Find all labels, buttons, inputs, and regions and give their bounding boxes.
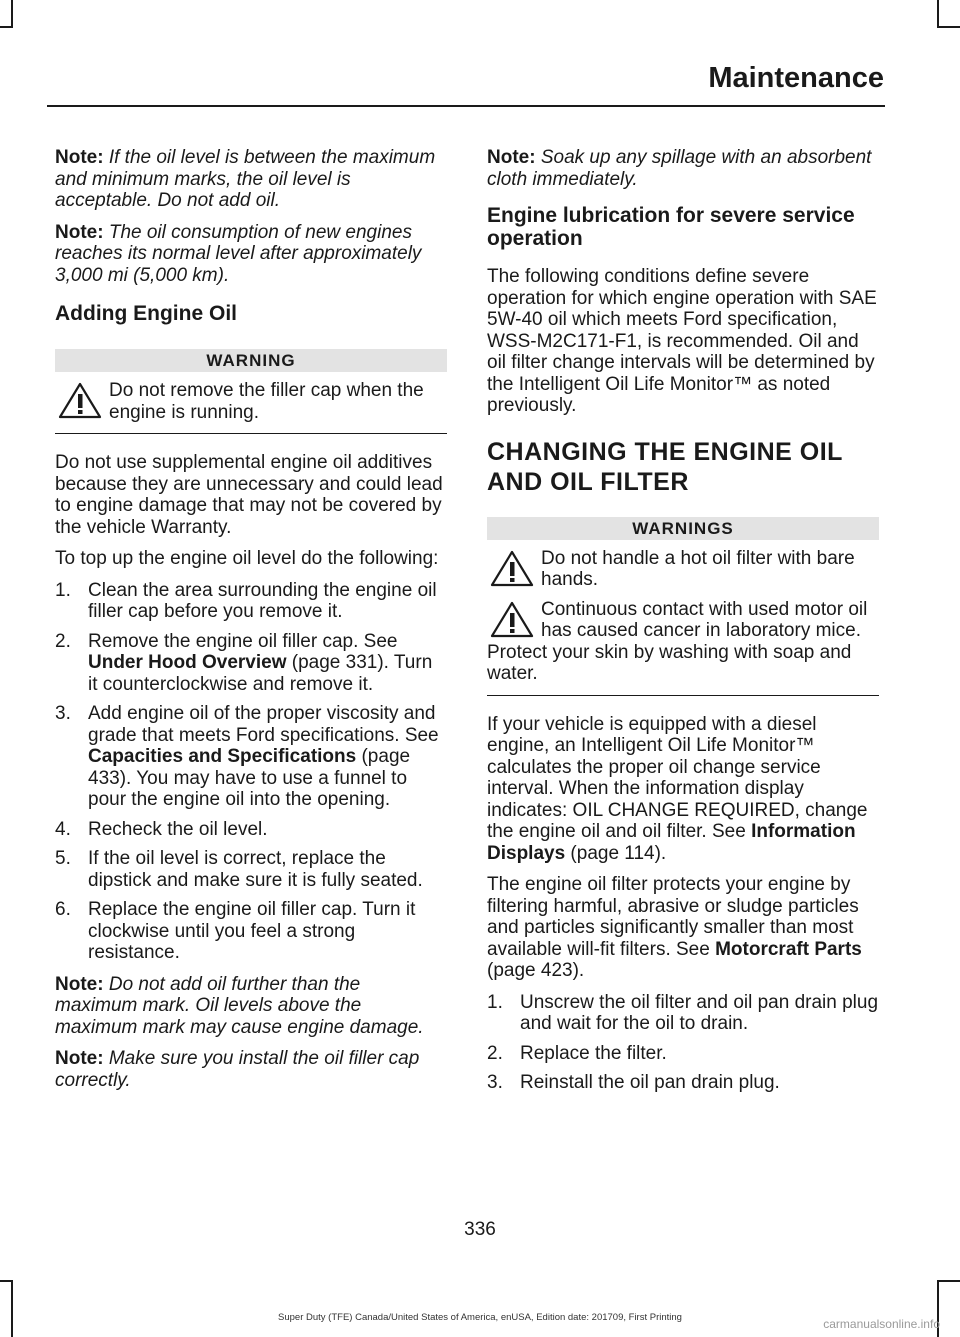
- note: Note: Make sure you install the oil filler cap correctly.: [55, 1048, 420, 1091]
- warning-divider: [55, 433, 447, 434]
- note: Note: Soak up any spillage with an absorbent cloth immediately.: [487, 147, 872, 190]
- note: Note: The oil consumption of new engines reaches its normal level after approximately 3,000 mi (5,000 km).: [55, 221, 422, 286]
- crop-mark: [11, 0, 13, 28]
- note: Note: If the oil level is between the maximum and minimum marks, the oil level is acceptable. Do not add oil.: [55, 147, 436, 211]
- warning-triangle-icon: [55, 380, 105, 420]
- warning-triangle-icon: [487, 599, 537, 639]
- warning-header: WARNING: [55, 349, 447, 372]
- footer-edition-info: Super Duty (TFE) Canada/United States of America, enUSA, Edition date: 201709, First Printing: [278, 1312, 682, 1323]
- warning-item: [55, 380, 447, 423]
- cross-reference-link[interactable]: Information Displays: [487, 821, 856, 864]
- right-column: [487, 147, 879, 1104]
- warning-item: [487, 599, 879, 685]
- warning-text: Do not remove the filler cap when the engine is running.: [109, 380, 424, 423]
- warning-text: Continuous contact with used motor oil has caused cancer in laboratory mice. Protect your skin by washing with soap and water.: [487, 598, 868, 684]
- header-divider: [47, 105, 885, 107]
- page-number: 336: [464, 1219, 496, 1240]
- paragraph: If your vehicle is equipped with a diesel engine, an Intelligent Oil Life Monitor™ calculates the proper oil change service interval. When the information display indicates: OIL CHANGE REQUIRED, change the engine oil and oil filter. See Information Displays (page 114).: [487, 713, 868, 864]
- steps-list: [487, 992, 879, 1094]
- paragraph: The following conditions define severe operation for which engine operation with SAE 5W-40 oil which meets Ford specification, WSS-M2C171-F1, is recommended. Oil and oil filter change intervals will be determined by the Intelligent Oil Life Monitor™ as noted previously.: [487, 266, 877, 416]
- section-heading: Engine lubrication for severe service operation: [487, 204, 855, 250]
- warning-triangle-icon: [487, 548, 537, 588]
- warning-divider: [487, 695, 879, 696]
- paragraph: To top up the engine oil level do the following:: [55, 548, 439, 569]
- page-title: Maintenance: [708, 62, 884, 94]
- left-column: [55, 147, 447, 1101]
- section-heading: Adding Engine Oil: [55, 302, 237, 325]
- crop-mark: [0, 26, 13, 28]
- steps-list: [55, 580, 447, 964]
- paragraph: The engine oil filter protects your engine by filtering harmful, abrasive or sludge particles and particles significantly smaller than most available will-fit filters. See Motorcraft Parts (page 423).: [487, 874, 862, 981]
- cross-reference-link[interactable]: Capacities and Specifications: [88, 746, 357, 767]
- list-item: 1. Clean the area surrounding the engine oil filler cap before you remove it.: [55, 579, 437, 622]
- list-item: 5. If the oil level is correct, replace the dipstick and make sure it is fully seated.: [55, 848, 423, 891]
- note: Note: Do not add oil further than the maximum mark. Oil levels above the maximum mark may cause engine damage.: [55, 973, 424, 1038]
- crop-mark: [937, 0, 939, 28]
- warning-item: [487, 548, 879, 591]
- crop-mark: [937, 26, 960, 28]
- list-item: 3. Reinstall the oil pan drain plug.: [487, 1072, 780, 1093]
- list-item: 1. Unscrew the oil filter and oil pan drain plug and wait for the oil to drain.: [487, 991, 879, 1034]
- list-item: 2. Remove the engine oil filler cap. See Under Hood Overview (page 331). Turn it counterclockwise and remove it.: [55, 630, 433, 695]
- crop-mark: [937, 1280, 960, 1282]
- warning-text: Do not handle a hot oil filter with bare hands.: [541, 547, 855, 590]
- crop-mark: [0, 1280, 13, 1282]
- crop-mark: [11, 1280, 13, 1337]
- watermark: carmanualsonline.info: [823, 1317, 940, 1331]
- list-item: 6. Replace the engine oil filler cap. Turn it clockwise until you feel a strong resistance.: [55, 899, 416, 963]
- paragraph: Do not use supplemental engine oil additives because they are unnecessary and could lead to engine damage that may not be covered by the vehicle Warranty.: [55, 452, 443, 538]
- list-item: 2. Replace the filter.: [487, 1042, 667, 1064]
- cross-reference-link[interactable]: Motorcraft Parts: [715, 938, 862, 960]
- warnings-header: WARNINGS: [487, 517, 879, 540]
- list-item: 4. Recheck the oil level.: [55, 818, 268, 840]
- list-item: 3. Add engine oil of the proper viscosity and grade that meets Ford specifications. See Capacities and Specifications (page 433). You may have to use a funnel to pour the engine oil into the opening.: [55, 703, 439, 810]
- cross-reference-link[interactable]: Under Hood Overview: [88, 652, 287, 673]
- chapter-heading: CHANGING THE ENGINE OIL AND OIL FILTER: [487, 437, 843, 496]
